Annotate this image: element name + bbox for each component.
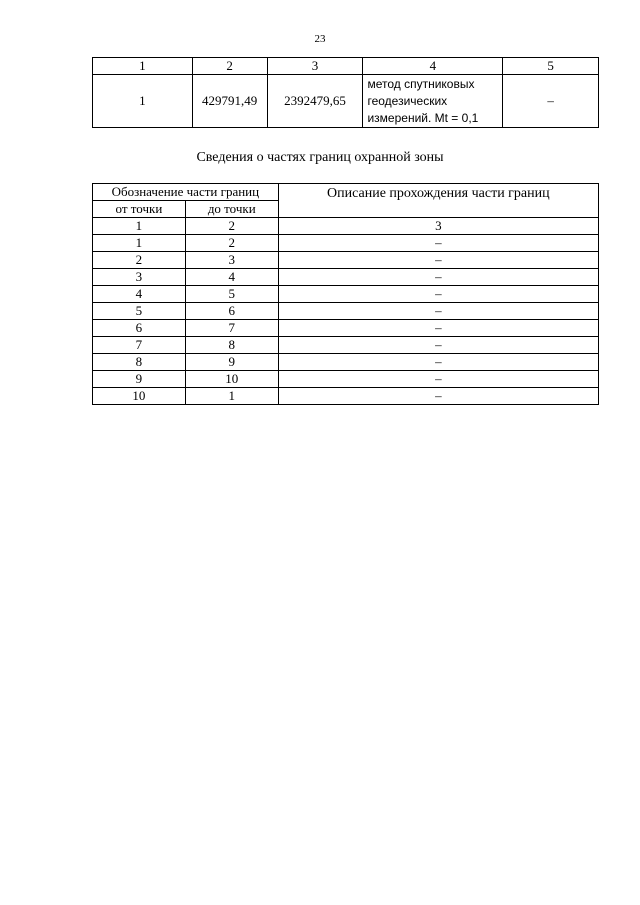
from-point-cell: 10 [93,388,186,405]
coord-header-cell: 3 [267,58,363,75]
to-point-cell: 8 [185,337,278,354]
boundary-parts-table [92,183,599,405]
from-point-cell: 6 [93,320,186,337]
coord-header-cell: 2 [192,58,267,75]
from-point-cell: 8 [93,354,186,371]
column-number-cell: 2 [185,218,278,235]
column-number-cell: 1 [93,218,186,235]
coordinates-table [92,57,599,128]
section-title: Сведения о частях границ охранной зоны [196,150,444,165]
column-number-cell: 3 [278,218,598,235]
from-point-header: от точки [93,201,186,218]
coord-header-cell: 4 [363,58,503,75]
table-row [93,286,599,303]
table-row [93,354,599,371]
to-point-cell: 5 [185,286,278,303]
coord-header-cell: 1 [93,58,193,75]
to-point-cell: 4 [185,269,278,286]
method-cell [363,75,503,128]
y-coordinate-cell: 2392479,65 [267,75,363,128]
table-row [93,235,599,252]
method-line: метод спутниковых [367,76,475,91]
from-point-cell: 1 [93,235,186,252]
description-cell: – [278,286,598,303]
to-point-cell: 9 [185,354,278,371]
table-row [93,388,599,405]
to-point-cell: 2 [185,235,278,252]
from-point-cell: 3 [93,269,186,286]
coord-header-row [93,58,599,75]
to-point-cell: 10 [185,371,278,388]
from-point-cell: 2 [93,252,186,269]
description-cell: – [278,354,598,371]
from-point-cell: 9 [93,371,186,388]
description-cell: – [503,75,599,128]
description-cell: – [278,320,598,337]
from-point-cell: 4 [93,286,186,303]
method-line: измерений. Mt = 0,1 [367,110,479,125]
table-row [93,320,599,337]
point-number-cell: 1 [93,75,193,128]
description-cell: – [278,303,598,320]
table-row [93,269,599,286]
table-row [93,303,599,320]
method-line: геодезических [367,93,448,108]
parts-header-row [93,184,599,201]
coord-header-cell: 5 [503,58,599,75]
parts-number-row [93,218,599,235]
to-point-cell: 7 [185,320,278,337]
x-coordinate-cell: 429791,49 [192,75,267,128]
description-cell: – [278,388,598,405]
coord-data-row [93,75,599,128]
table-row [93,252,599,269]
group-header-cell: Обозначение части границ [93,184,279,201]
description-header-cell: Описание прохождения части границ [278,184,598,218]
description-cell: – [278,252,598,269]
description-cell: – [278,371,598,388]
to-point-cell: 6 [185,303,278,320]
from-point-cell: 7 [93,337,186,354]
to-point-header: до точки [185,201,278,218]
page-number: 23 [314,33,326,45]
table-row [93,337,599,354]
description-cell: – [278,269,598,286]
table-row [93,371,599,388]
from-point-cell: 5 [93,303,186,320]
to-point-cell: 3 [185,252,278,269]
to-point-cell: 1 [185,388,278,405]
description-cell: – [278,235,598,252]
description-cell: – [278,337,598,354]
